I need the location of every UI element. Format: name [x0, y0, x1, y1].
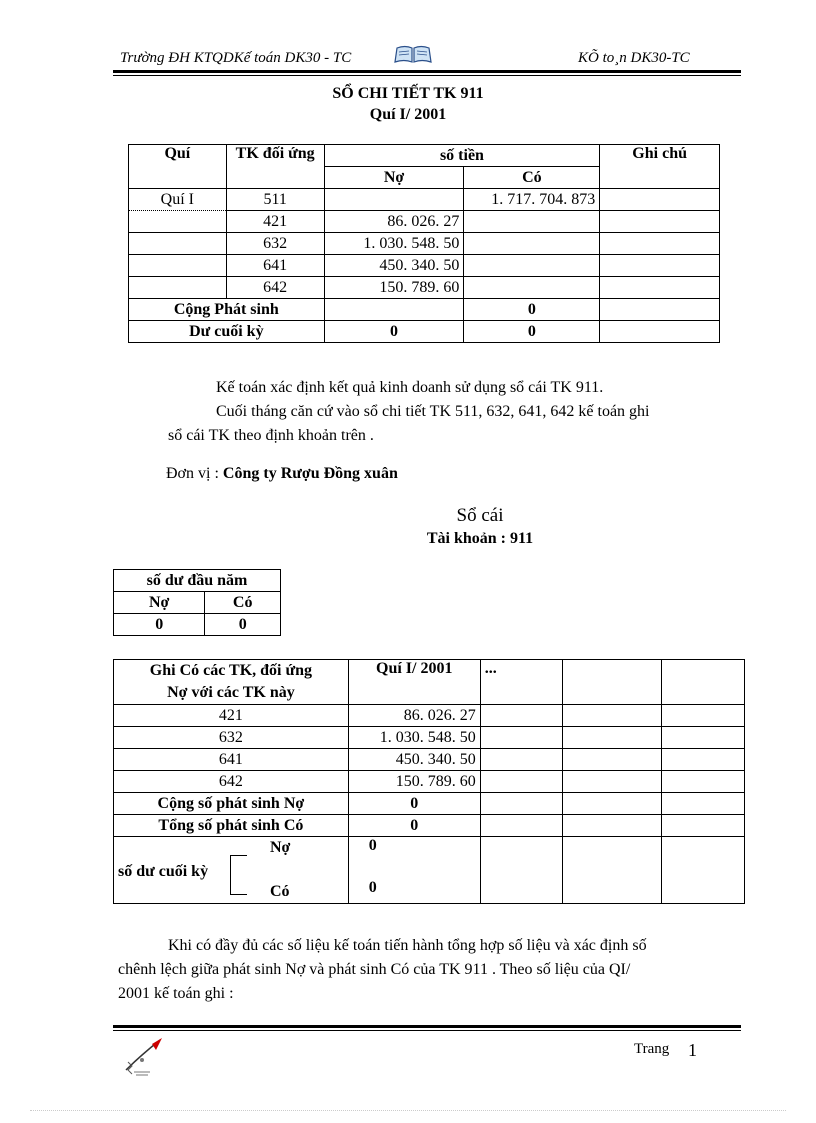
paragraph-3c: 2001 kế toán ghi :: [118, 985, 234, 1002]
ledger-header-quarter: Quí I/ 2001: [348, 660, 480, 705]
page-label: Trang: [634, 1041, 670, 1057]
paragraph-1: Kế toán xác định kết quả kinh doanh sử dụng sổ cái TK 911.: [216, 379, 604, 396]
page-number: 1: [688, 1040, 697, 1060]
don-vi: [166, 462, 398, 486]
table-row: 642 150. 789. 60: [114, 771, 745, 793]
socai-title: Sổ cái: [456, 505, 504, 526]
paragraph-3a: Khi có đầy đủ các số liệu kế toán tiến hành tổng hợp số liệu và xác định số: [168, 937, 647, 954]
cong-so-phat-sinh-no-value: 0: [348, 793, 480, 815]
so-du-cuoi-ky-cell: số dư cuối kỳ Nợ Có: [114, 837, 349, 904]
socai-subtitle: Tài khoản : 911: [426, 530, 534, 547]
header-rule-thin: [113, 75, 741, 76]
table-row: 632 1. 030. 548. 50: [114, 727, 745, 749]
cong-phat-sinh-co: 0: [464, 299, 600, 321]
col-ghichu: Ghi chú: [600, 145, 720, 189]
footer-rule-thin: [113, 1030, 741, 1031]
table-row: 421 86. 026. 27: [114, 705, 745, 727]
detail-subtitle: Quí I/ 2001: [369, 106, 447, 123]
detail-title: SỔ CHI TIẾT TK 911: [332, 85, 484, 102]
du-cuoi-ky-co: 0: [464, 321, 600, 343]
ledger-header-1a: Ghi Có các TK, đối ứng: [149, 662, 312, 679]
paragraph-3b: chênh lệch giữa phát sinh Nợ và phát sinh Có của TK 911 . Theo số liệu của QI/: [118, 961, 631, 978]
so-du-cuoi-ky-label: số dư cuối kỳ: [118, 863, 209, 880]
header-rule: [113, 70, 741, 73]
table-row: Quí I 511 1. 717. 704. 873: [129, 189, 720, 211]
open-book-icon: [393, 42, 433, 71]
header-left: Trường ĐH KTQDKế toán DK30 - TC: [120, 50, 352, 66]
table-row: 421 86. 026. 27: [129, 211, 720, 233]
opening-co: 0: [205, 614, 281, 636]
header-right: KÕ to¸n DK30-TC: [578, 50, 690, 66]
footer-rule: [113, 1025, 741, 1028]
opening-balance-table: số dư đầu năm Nợ Có 0 0: [113, 569, 281, 636]
table-row: 642 150. 789. 60: [129, 277, 720, 299]
ledger-header-more: ...: [480, 660, 562, 705]
du-cuoi-ky-no: 0: [324, 321, 464, 343]
col-qui: Quí: [129, 145, 227, 189]
bracket: [230, 855, 247, 895]
paragraph-2b: sổ cái TK theo định khoản trên .: [168, 427, 374, 444]
tong-so-phat-sinh-co-value: 0: [348, 815, 480, 837]
page-edge: [30, 1110, 786, 1111]
col-sotien: số tiền: [324, 145, 600, 167]
detail-table: [128, 144, 720, 343]
opening-header: số dư đầu năm: [114, 570, 281, 592]
col-tk: TK đối ứng: [226, 145, 324, 189]
paragraph-2a: Cuối tháng căn cứ vào sổ chi tiết TK 511, 632, 641, 642 kế toán ghi: [216, 403, 650, 420]
tong-so-phat-sinh-co-label: Tổng số phát sinh Có: [114, 815, 349, 837]
cong-phat-sinh-label: Cộng Phát sinh: [129, 299, 325, 321]
quill-pen-icon: [122, 1036, 166, 1083]
table-row: 641 450. 340. 50: [114, 749, 745, 771]
opening-no: 0: [114, 614, 205, 636]
cong-so-phat-sinh-no-label: Cộng số phát sinh Nợ: [114, 793, 349, 815]
table-row: 641 450. 340. 50: [129, 255, 720, 277]
ledger-header-1b: Nợ với các TK này: [167, 684, 295, 701]
don-vi-value: Công ty Rượu Đồng xuân: [222, 465, 398, 482]
don-vi-label: Đơn vị :: [166, 465, 223, 482]
du-cuoi-ky-label: Dư cuối kỳ: [129, 321, 325, 343]
ledger-table: [113, 659, 745, 904]
table-row: 632 1. 030. 548. 50: [129, 233, 720, 255]
so-du-no-value: 0: [368, 837, 377, 854]
col-no: Nợ: [324, 167, 464, 189]
so-du-co-value: 0: [368, 879, 377, 896]
col-co: Có: [464, 167, 600, 189]
